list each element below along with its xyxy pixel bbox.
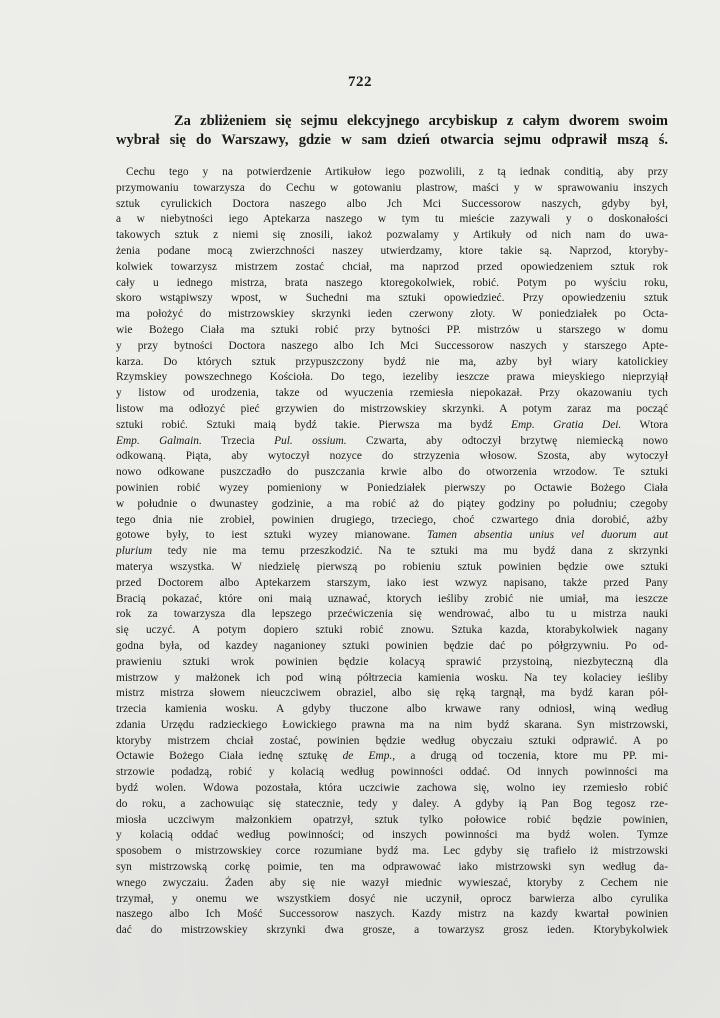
text-line: trzymał, y onemu we wszystkiem dosyć nie uczynił, oprocz barwierza albo cyrulika xyxy=(116,892,668,905)
text-line: Rzymskiey powszechnego Kościoła. Do tego, iezeliby ieszcze prawa mieyskiego nieprzyiął xyxy=(116,371,668,384)
text-line: w południe o dwunastey godzinie, a ma robić aż do piątey godziny po południu; czegoby xyxy=(116,497,668,510)
text-line: listow ma odłozyć pieć grzywien do mistrzowskiey skrzynki. A potym zaraz ma począć xyxy=(116,402,668,415)
text-line: dać do mistrzowskiey skrzynki dwa grosze, a towarzysz grosz ieden. Ktorybykolwiek xyxy=(116,924,668,937)
text-line: zdania Urzędu radzieckiego Łowickiego prawna ma na nim bydź skarana. Syn mistrzowski, xyxy=(116,718,668,731)
text-line: skoro wstąpiwszy wpost, w Suchedni ma sztuki opowiedzieć. Przy opowiedzeniu sztuk xyxy=(116,292,668,305)
text-line: takowych sztuk z niemi się znosili, iakoż pozwalamy y Artikuły od nich nam do uwa- xyxy=(116,229,668,242)
text-line: mistrzow y małżonek ich pod winą półtrzecia kamienia wosku. Na tey kolaciey ieśliby xyxy=(116,671,668,684)
text-line: gotowe były, to iest sztuki wyzey mianowane. Tamen absentia unius vel duorum aut xyxy=(116,529,668,542)
text-line: rok za towarzysza dla lepszego przećwiczenia się wendrować, albo tu u mistrza nauki xyxy=(116,608,668,621)
text-line: materya wszystka. W niedzielę pierwszą po robieniu sztuk powinien będzie owe sztuki xyxy=(116,560,668,573)
text-line: wnego zwyczaiu. Żaden aby się nie wazył miednic wywieszać, ktoryby z Cechem nie xyxy=(116,876,668,889)
text-line: nowo odkowane puszczadło do puszczania krwie albo do otworzenia wrzodow. Te sztuki xyxy=(116,466,668,479)
body-text xyxy=(116,165,668,939)
text-line: tego dnia nie zrobieł, powinien drugiego, trzeciego, choć czwartego dnia dorobić, ażby xyxy=(116,513,668,526)
text-line: naszego albo Ich Mość Successorow naszych. Kazdy mistrz na kazdy kwartał powinien xyxy=(116,908,668,921)
text-line: plurium tedy nie ma temu przeszkodzić. Na te sztuki ma mu bydź dana z skrzynki xyxy=(116,545,668,558)
text-line: ma położyć do mistrzowskiey skrzynki ieden czerwony złoty. W poniedziałek po Octa- xyxy=(116,308,668,321)
text-line: żenia podane mocą zwierzchności naszey utwierdzamy, ktore takie są. Naprzod, ktoryby- xyxy=(116,244,668,257)
text-line: cały u iednego mistrza, brata naszego ktoregokolwiek, robić. Potym po wyściu roku, xyxy=(116,276,668,289)
text-line: y przy bytności Doctora naszego albo Ich Mci Successorow naszych y starszego Apte- xyxy=(116,339,668,352)
text-line: ktoryby mistrzem chciał zostać, powinien będzie według obyczaiu sztuki odprawić. A po xyxy=(116,734,668,747)
text-line: strzowie podadzą, robić y kolacią według powinności oddać. Od innych powinności ma xyxy=(116,766,668,779)
text-line: a w niebytności iego Aptekarza naszego w tym tu mieście zazywali y o doskonałości xyxy=(116,213,668,226)
text-line: kolwiek towarzysz mistrzem zostać chciał, ma naprzod przed opowiedzeniem sztuk rok xyxy=(116,260,668,273)
page-number: 722 xyxy=(348,74,372,90)
text-line: się uczyć. A potym dopiero sztuki robić znowu. Sztuka kazda, ktorabykolwiek nagany xyxy=(116,624,668,637)
page-heading xyxy=(116,112,668,150)
text-line: Bracią pokazać, które oni maią uznawać, ktorych ieśliby zrobić nie umiał, ma ieszcze xyxy=(116,592,668,605)
text-line: mistrz mistrza słowem nieuczciwem obraziel, albo się ręką targnął, ma bydź karan pół- xyxy=(116,687,668,700)
text-line: trzecia kamienia wosku. A gdyby tłuczone albo krwawe rany odniosł, winą według xyxy=(116,703,668,716)
text-line: sztuki robić. Sztuki maią bydź takie. Pierwsza ma bydź Emp. Gratia Dei. Wtora xyxy=(116,418,668,431)
text-line: sztuk cyrulickich Doctora naszego albo Jch Mci Successorow naszych, gdyby był, xyxy=(116,197,668,210)
text-line: karza. Do których sztuk przypuszczony bydź nie ma, azby był wiary katolickiey xyxy=(116,355,668,368)
text-line: Cechu tego y na potwierdzenie Artikułow iego pozwolili, z tą iednak conditią, aby przy xyxy=(126,166,668,178)
text-line: miosła uczciwym małzonkiem opatrzył, sztuk tylko połowice robić będzie powinien, xyxy=(116,813,668,826)
text-line: Emp. Galmain. Trzecia Pul. ossium. Czwarta, aby odtoczył brzytwę niemiecką nowo xyxy=(116,434,668,447)
text-line: prawieniu sztuki wrok powinien będzie kolacyą sprawić przystoiną, niezbyteczną dla xyxy=(116,655,668,668)
text-line: odkowaną. Piąta, aby wytoczył nozyce do strzyzenia włosow. Szosta, aby wytoczył xyxy=(116,450,668,463)
text-line: syn mistrzowską corkę poimie, ten ma odprawować iako mistrzowski syn według da- xyxy=(116,861,668,874)
text-line: bydź wolen. Wdowa pozostała, która uczciwie zachowa się, wolno iey rzemiesło robić xyxy=(116,782,668,795)
heading-line: Za zbliżeniem się sejmu elekcyjnego arcybiskup z całym dworem swoim xyxy=(174,113,668,129)
text-line: przed Doctorem albo Aptekarzem starszym, iako iest wzwyz napisano, także przed Pany xyxy=(116,576,668,589)
text-line: sposobem o mistrzowskiey corce rozumiane bydź ma. Lec gdyby się trafieło iż mistrzowski xyxy=(116,845,668,858)
text-line: przymowaniu towarzysza do Cechu w gotowaniu plastrow, maści y w sprawowaniu inszych xyxy=(116,181,668,194)
text-line: powinien robić wyzey pomieniony w Poniedziałek pierwszy po Octawie Bożego Ciała xyxy=(116,481,668,494)
text-line: do roku, a zachowuiąc się statecznie, tedy y daley. A gdyby ią Pan Bog tegosz rze- xyxy=(116,797,668,810)
text-line: y listow od urodzenia, takze od wyuczenia rzemiesła niepokazał. Przy okazowaniu tych xyxy=(116,387,668,400)
text-line: wie Bożego Ciała ma sztuki robić przy bytności PP. mistrzów u starszego w domu xyxy=(116,323,668,336)
text-line: y kolacią oddać według powinności; od inszych powinności ma bydź wolen. Tymze xyxy=(116,829,668,842)
text-line: godna była, od kazdey naganioney sztuki powinien będzie dać po półgrzywniu. Po od- xyxy=(116,639,668,652)
heading-line: wybrał się do Warszawy, gdzie w sam dzień otwarcia sejmu odprawił mszą ś. xyxy=(116,132,668,148)
text-line: Octawie Bożego Ciała iednę sztukę de Emp., a drugą od toczenia, ktore mu PP. mi- xyxy=(116,750,668,763)
